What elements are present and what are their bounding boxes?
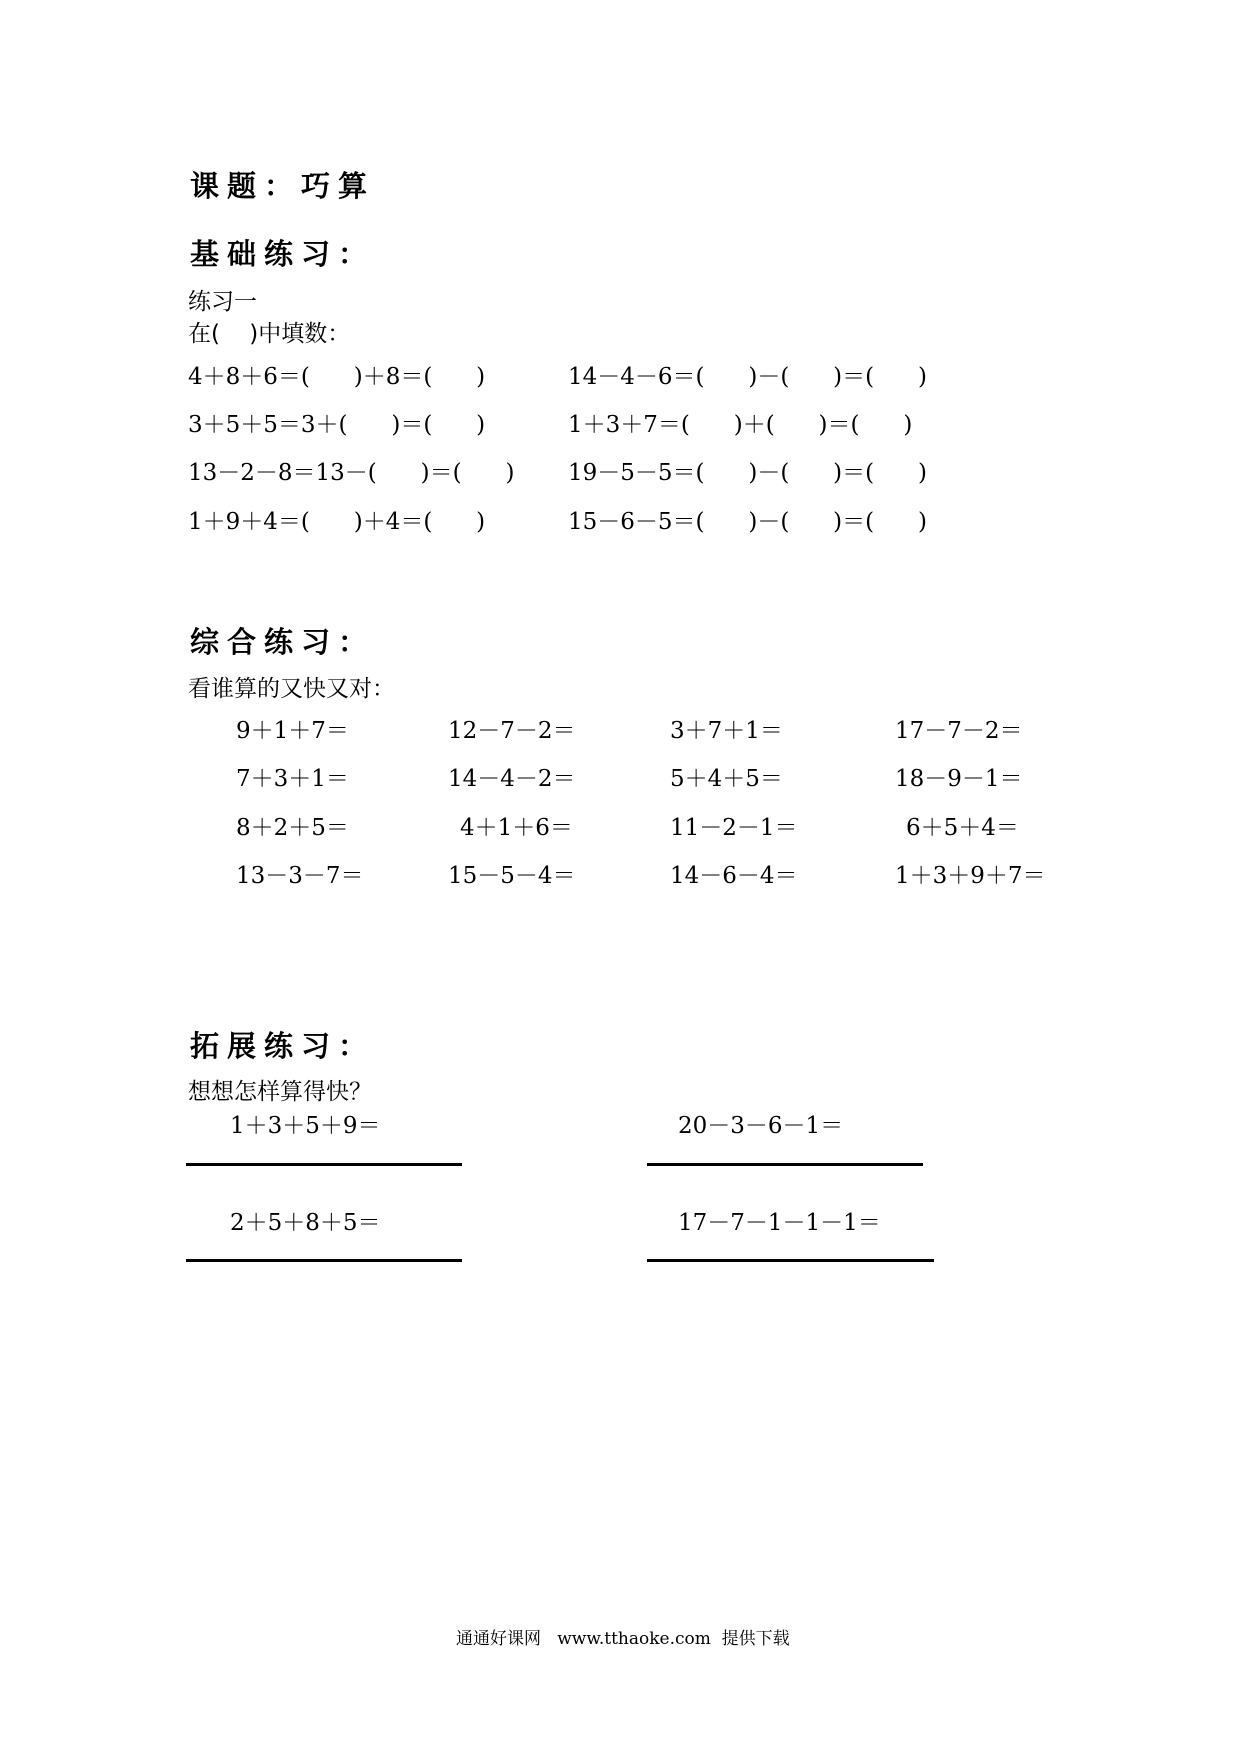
- equation-basic: 1＋3＋7＝( )＋( )＝( ): [568, 412, 913, 438]
- equation-basic: 4＋8＋6＝( )＋8＝( ): [188, 364, 486, 390]
- think-fast-instruction: 想想怎样算得快？: [188, 1079, 372, 1105]
- quick-calc-instruction: 看谁算的又快又对：: [188, 676, 395, 702]
- equation-basic: 13－2－8＝13－( )＝( ): [188, 460, 515, 486]
- extension-problem: 1＋3＋5＋9＝: [230, 1113, 381, 1139]
- section-heading-extension: 拓展练习：: [190, 1029, 376, 1063]
- equation-comprehensive: 17－7－2＝: [895, 718, 1023, 744]
- equation-comprehensive: 5＋4＋5＝: [670, 766, 783, 792]
- page-title: 课题：巧算: [190, 169, 376, 203]
- equation-comprehensive: 11－2－1＝: [670, 815, 798, 841]
- section-heading-basic: 基础练习：: [190, 237, 376, 271]
- equation-comprehensive: 9＋1＋7＝: [236, 718, 349, 744]
- equation-basic: 19－5－5＝( )－( )＝( ): [568, 460, 927, 486]
- footer-credit: 通通好课网 www.tthaoke.com 提供下载: [456, 1629, 790, 1649]
- extension-problem: 17－7－1－1－1＝: [678, 1210, 881, 1236]
- exercise-label: 练习一: [188, 289, 257, 315]
- answer-line: [647, 1163, 923, 1166]
- equation-comprehensive: 7＋3＋1＝: [236, 766, 349, 792]
- equation-basic: 3＋5＋5＝3＋( )＝( ): [188, 412, 486, 438]
- equation-basic: 15－6－5＝( )－( )＝( ): [568, 509, 927, 535]
- equation-comprehensive: 13－3－7＝: [236, 863, 364, 889]
- answer-line: [647, 1259, 934, 1262]
- extension-problem: 2＋5＋8＋5＝: [230, 1210, 381, 1236]
- fill-blank-instruction: 在( )中填数：: [188, 321, 351, 347]
- answer-line: [186, 1259, 462, 1262]
- equation-comprehensive: 18－9－1＝: [895, 766, 1023, 792]
- equation-basic: 1＋9＋4＝( )＋4＝( ): [188, 509, 486, 535]
- equation-comprehensive: 14－6－4＝: [670, 863, 798, 889]
- equation-comprehensive: 3＋7＋1＝: [670, 718, 783, 744]
- equation-basic: 14－4－6＝( )－( )＝( ): [568, 364, 927, 390]
- extension-problem: 20－3－6－1＝: [678, 1113, 844, 1139]
- section-heading-comprehensive: 综合练习：: [190, 625, 376, 659]
- equation-comprehensive: 15－5－4＝: [448, 863, 576, 889]
- equation-comprehensive: 14－4－2＝: [448, 766, 576, 792]
- answer-line: [186, 1163, 462, 1166]
- equation-comprehensive: 4＋1＋6＝: [460, 815, 573, 841]
- equation-comprehensive: 8＋2＋5＝: [236, 815, 349, 841]
- equation-comprehensive: 6＋5＋4＝: [906, 815, 1019, 841]
- equation-comprehensive: 12－7－2＝: [448, 718, 576, 744]
- equation-comprehensive: 1＋3＋9＋7＝: [895, 863, 1046, 889]
